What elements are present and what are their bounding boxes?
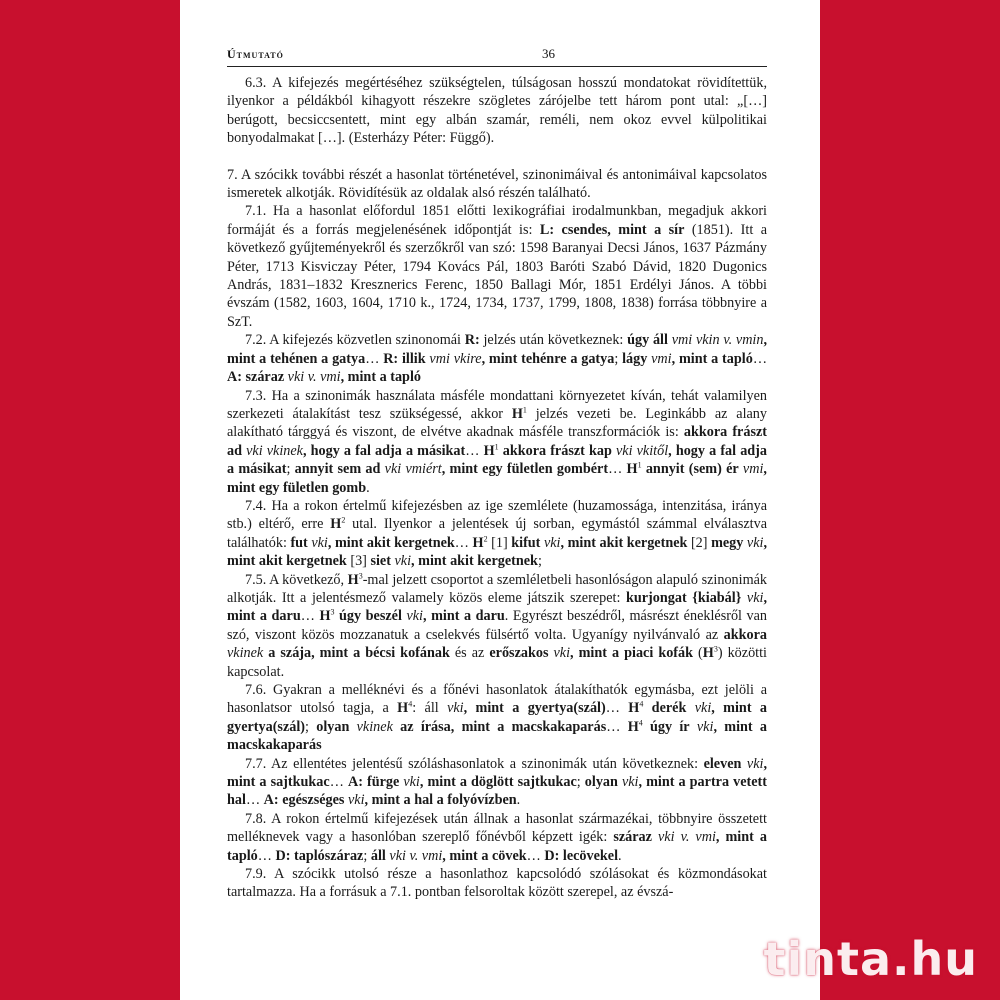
text-run: [2] — [687, 534, 712, 551]
text-run: … — [608, 461, 627, 478]
text-run: úgy ír — [642, 718, 690, 735]
text-run: 6.3. A kifejezés megértéséhez szükségtelen, túlságosan hosszú mondatokat rövidítettük, ilyenkor a példákból kihagyott részekre szögletes zárójelbe tett három pont utal: „[…] berúgott, becsiccsentett, mint egy albán szamár, reméli, nem okoz evvel külpolitikai bonyodalmakat […]. (Esterházy Péter: Függő). — [227, 75, 767, 147]
text-run: , mint egy fületlen gomb — [227, 461, 767, 496]
text-run: 4 — [408, 699, 413, 709]
text-run: 7.3. Ha a szinonimák használata másféle mondattani környezetet kíván, tehát valamilyen szerkezeti átalakítást tesz szükségessé, akkor — [227, 387, 767, 422]
text-run: . — [366, 479, 370, 496]
text-run: A: fürge — [347, 774, 400, 791]
text-run: H — [628, 700, 640, 717]
text-run: 7.7. Az ellentétes jelentésű szóláshasonlatok a szinonimák után következnek: — [245, 755, 704, 772]
text-run: ; — [576, 774, 585, 791]
text-run: vki — [540, 534, 561, 551]
text-run: erőszakos — [489, 645, 549, 662]
text-run: vki — [741, 755, 764, 772]
text-run: … — [245, 792, 264, 809]
text-run: vki v. vmi — [284, 369, 341, 386]
text-run: 3 — [713, 644, 718, 654]
text-run: vki — [447, 700, 464, 717]
text-run: , mint egy fületlen gombért — [441, 461, 609, 478]
text-run: annyit (sem) ér — [641, 461, 739, 478]
text-run: H — [319, 608, 331, 625]
paragraph-p71 — [227, 202, 767, 331]
text-run: , mint a hal a folyóvízben — [364, 792, 517, 809]
text-run: 7.8. A rokon értelmű kifejezések után állnak a hasonlat származékai, többnyire összetett melléknevek vagy a hasonlóban szereplő főnévből képzett igék: — [227, 810, 767, 846]
text-run: ; — [286, 461, 295, 478]
text-run: [3] — [346, 553, 371, 570]
text-run: vki vkinek — [241, 442, 303, 459]
paragraph-p79 — [227, 865, 767, 902]
text-run: 3 — [330, 607, 335, 617]
text-run: úgy áll — [627, 332, 668, 349]
text-run: vki — [399, 774, 420, 791]
text-run: ; — [537, 553, 542, 570]
paragraph-p77 — [227, 755, 767, 810]
section-title: Útmutató — [227, 47, 284, 61]
running-head — [227, 44, 767, 67]
text-run: 1 — [637, 460, 642, 470]
text-run: fut — [290, 534, 308, 551]
text-run: 7. A szócikk további részét a hasonlat történetével, szinonimáival és antonimáival kapcsolatos ismeretek alkotják. Rövidítésük az oldalak alsó részén található. — [227, 166, 767, 202]
text-run: vki — [617, 774, 639, 791]
text-run: akkora — [723, 626, 767, 643]
text-run: vmi — [647, 350, 672, 367]
paragraph-p74 — [227, 497, 767, 571]
text-run: R: — [464, 332, 480, 349]
text-run: … — [454, 534, 473, 551]
text-run: , mint akit kergetnek — [411, 553, 538, 570]
text-run: vki — [689, 718, 714, 735]
text-run: vki vmiért — [380, 461, 442, 478]
text-run: . Egyrészt beszédről, másrészt éneklésről van szó, viszont közös mozzanatuk a cselekvés fülsértő volta. Ugyanígy nyilvánvaló az — [227, 608, 768, 643]
text-run: , mint a tapló — [671, 350, 753, 367]
text-run: -mal jelzett csoportot a szemléletbeli hasonlóságon alapuló szinonimák alkotják. Itt a jelentésmező valamely közös eleme játszik szerepet: — [227, 571, 767, 606]
text-run: H — [483, 442, 495, 459]
text-run: , hogy a fal adja a másikat — [302, 442, 466, 459]
text-run: vkinek — [349, 718, 393, 735]
text-run: , hogy a fal adja a másikat — [227, 442, 767, 478]
text-run: az írása, mint a macskakaparás — [392, 718, 607, 735]
text-run: olyan — [316, 718, 350, 735]
text-run: ( — [693, 645, 703, 662]
text-run: 7.6. Gyakran a melléknévi és a főnévi hasonlatok átalakíthatók egymásba, ezt jelöli a hasonlatsor utolsó tagja, a — [227, 682, 767, 717]
text-run: … — [257, 847, 276, 864]
watermark-logo: tinta.hu — [763, 932, 978, 986]
text-run: a szája, mint a bécsi kofának — [263, 645, 450, 662]
text-run: siet — [370, 553, 391, 570]
text-run: , mint a cövek — [442, 847, 527, 864]
text-run: ; — [305, 718, 317, 735]
text-run: 3 — [358, 570, 363, 580]
text-run: 7.1. Ha a hasonlat előfordul 1851 előtti lexikográfiai irodalmunkban, megadjuk akkori formáját és a forrás megjelenésének időpontját is: — [227, 203, 767, 238]
text-run: annyit sem ad — [294, 461, 381, 478]
text-run: vmi — [738, 461, 764, 478]
paragraph-p72 — [227, 331, 767, 386]
text-run: és az — [449, 645, 490, 662]
text-run: kurjongat {kiabál} — [625, 589, 742, 606]
paragraph-p78 — [227, 810, 767, 865]
text-run: , mint a tehénen a gatya — [227, 332, 768, 367]
text-run: áll — [370, 847, 386, 864]
text-run: , mint a piaci kofák — [570, 645, 694, 662]
text-run: , mint a partra vetett hal — [227, 774, 767, 809]
text-run: olyan — [584, 774, 618, 791]
text-run: vki — [307, 534, 328, 551]
text-run: , mint a sajtkukac — [227, 755, 767, 791]
body-text — [227, 74, 767, 902]
paragraph-p63 — [227, 74, 767, 148]
text-run: vki — [743, 534, 764, 551]
text-run: vki — [344, 792, 365, 809]
text-run: H — [472, 534, 484, 551]
text-run: H — [702, 645, 714, 662]
text-run: R: illik — [383, 350, 426, 367]
text-run: , mint a daru — [422, 608, 505, 625]
text-run: , mint a gyertya(szál) — [227, 700, 768, 735]
text-run: … — [465, 442, 484, 459]
text-run: , mint a macskakaparás — [227, 718, 768, 754]
text-run: D: taplószáraz — [275, 847, 364, 864]
text-run: … — [526, 847, 545, 864]
text-run: H — [347, 571, 359, 588]
paragraph-p7 — [227, 166, 767, 203]
text-run: L: csendes, mint a sír — [539, 221, 685, 238]
text-run: kifut — [511, 534, 541, 551]
text-run: 7.4. Ha a rokon értelmű kifejezésben az ige szemlélete (huzamossága, intenzitása, iránya stb.) eltérő, erre — [227, 497, 767, 533]
text-run: , mint tehénre a gatya — [481, 350, 615, 367]
text-run: 7.5. A következő, — [245, 571, 348, 588]
text-run: … — [752, 350, 767, 367]
text-run: megy — [711, 534, 744, 551]
text-run: úgy beszél — [334, 608, 402, 625]
text-run: 7.9. A szócikk utolsó része a hasonlathoz kapcsolódó szólásokat és közmondásokat tartalmazza. Ha a forrásuk a 7.1. pontban felsoroltak között szerepel, az évszá- — [227, 866, 767, 901]
text-run: vki vkitől — [611, 442, 669, 459]
text-run: A: egészséges — [263, 792, 345, 809]
text-run: . — [618, 847, 622, 864]
text-run: , mint a tapló — [340, 369, 421, 386]
text-run: száraz — [613, 829, 652, 846]
text-run: … — [606, 718, 628, 735]
text-run: H — [397, 700, 409, 717]
text-run: vki — [401, 608, 423, 625]
text-run: 1 — [494, 441, 499, 451]
text-run: … — [605, 700, 629, 717]
paragraph-p75 — [227, 571, 767, 681]
text-run: vki v. vmi — [651, 829, 716, 846]
text-run: akkora frászt kap — [498, 442, 612, 459]
text-run: H — [330, 516, 342, 533]
text-run: 1 — [522, 405, 527, 415]
text-run: 2 — [483, 534, 488, 544]
text-run: vki v. vmi — [385, 847, 443, 864]
text-run: 2 — [341, 515, 346, 525]
text-run: ; — [614, 350, 623, 367]
text-run: jelzés vezeti be. Leginkább az alany alakítható tárggyá és viszont, de elvétve akadnak másféle transzformációk is: — [227, 405, 767, 441]
text-run: , mint a gyertya(szál) — [463, 700, 606, 717]
text-run: ; — [363, 847, 371, 864]
text-run: lágy — [622, 350, 648, 367]
text-run: 7.2. A kifejezés közvetlen szinonomái — [245, 332, 465, 349]
text-run: H — [511, 405, 523, 422]
text-run: . — [516, 792, 521, 809]
text-run: derék — [643, 700, 687, 717]
text-run: D: lecövekel — [544, 847, 619, 864]
text-run: [1] — [487, 534, 512, 551]
text-run: … — [329, 774, 348, 791]
text-run: 4 — [639, 699, 644, 709]
text-run: (1851). Itt a következő gyűjteményekről és szerzőkről van szó: 1598 Baranyai Decsi János, 1637 Pázmány Péter, 1713 Kisviczay Péter, 1794 Kovács Pál, 1803 Baróti Szabó Dávid, 1820 Dugonics András, 1831–1832 Kresznerics Ferenc, 1850 Ballagi Mór, 1851 Erdélyi János. A többi évszám (1582, 1603, 1604, 1710 k., 1724, 1734, 1737, 1799, 1808, 1838) forrása többnyire a SzT. — [227, 221, 768, 330]
book-page — [180, 0, 820, 1000]
text-run: jelzés után következnek: — [479, 332, 628, 349]
text-run: vki — [390, 553, 412, 570]
text-run: , mint a daru — [227, 589, 767, 625]
text-run: vmi vkire — [425, 350, 482, 367]
text-run: vkinek — [227, 645, 264, 662]
text-run: , mint akit kergetnek — [327, 534, 455, 551]
text-run: , mint akit kergetnek — [560, 534, 688, 551]
text-run: , mint a tapló — [227, 829, 767, 864]
text-run: eleven — [703, 755, 742, 772]
text-run: … — [365, 350, 384, 367]
text-run: vki — [686, 700, 712, 717]
text-run: : áll — [412, 700, 448, 717]
text-run: … — [300, 608, 320, 625]
text-run: akkora frászt ad — [227, 424, 767, 459]
text-run: utal. Ilyenkor a jelentések új sorban, egymástól számmal elválasztva találhatók: — [227, 516, 767, 551]
text-run: , mint a döglött sajtkukac — [419, 774, 577, 791]
text-run: vki — [548, 645, 571, 662]
page-number: 36 — [542, 46, 555, 61]
text-run: H — [626, 461, 638, 478]
text-run: , mint akit kergetnek — [227, 534, 768, 570]
text-run: A: száraz — [227, 369, 285, 386]
text-run: vmi vkin v. vmin — [667, 332, 764, 349]
text-run: H — [627, 718, 639, 735]
paragraph-p76 — [227, 681, 767, 755]
paragraph-p73 — [227, 387, 767, 497]
text-run: vki — [741, 589, 764, 606]
text-run: ) közötti kapcsolat. — [227, 645, 767, 680]
text-run: 4 — [638, 718, 643, 728]
